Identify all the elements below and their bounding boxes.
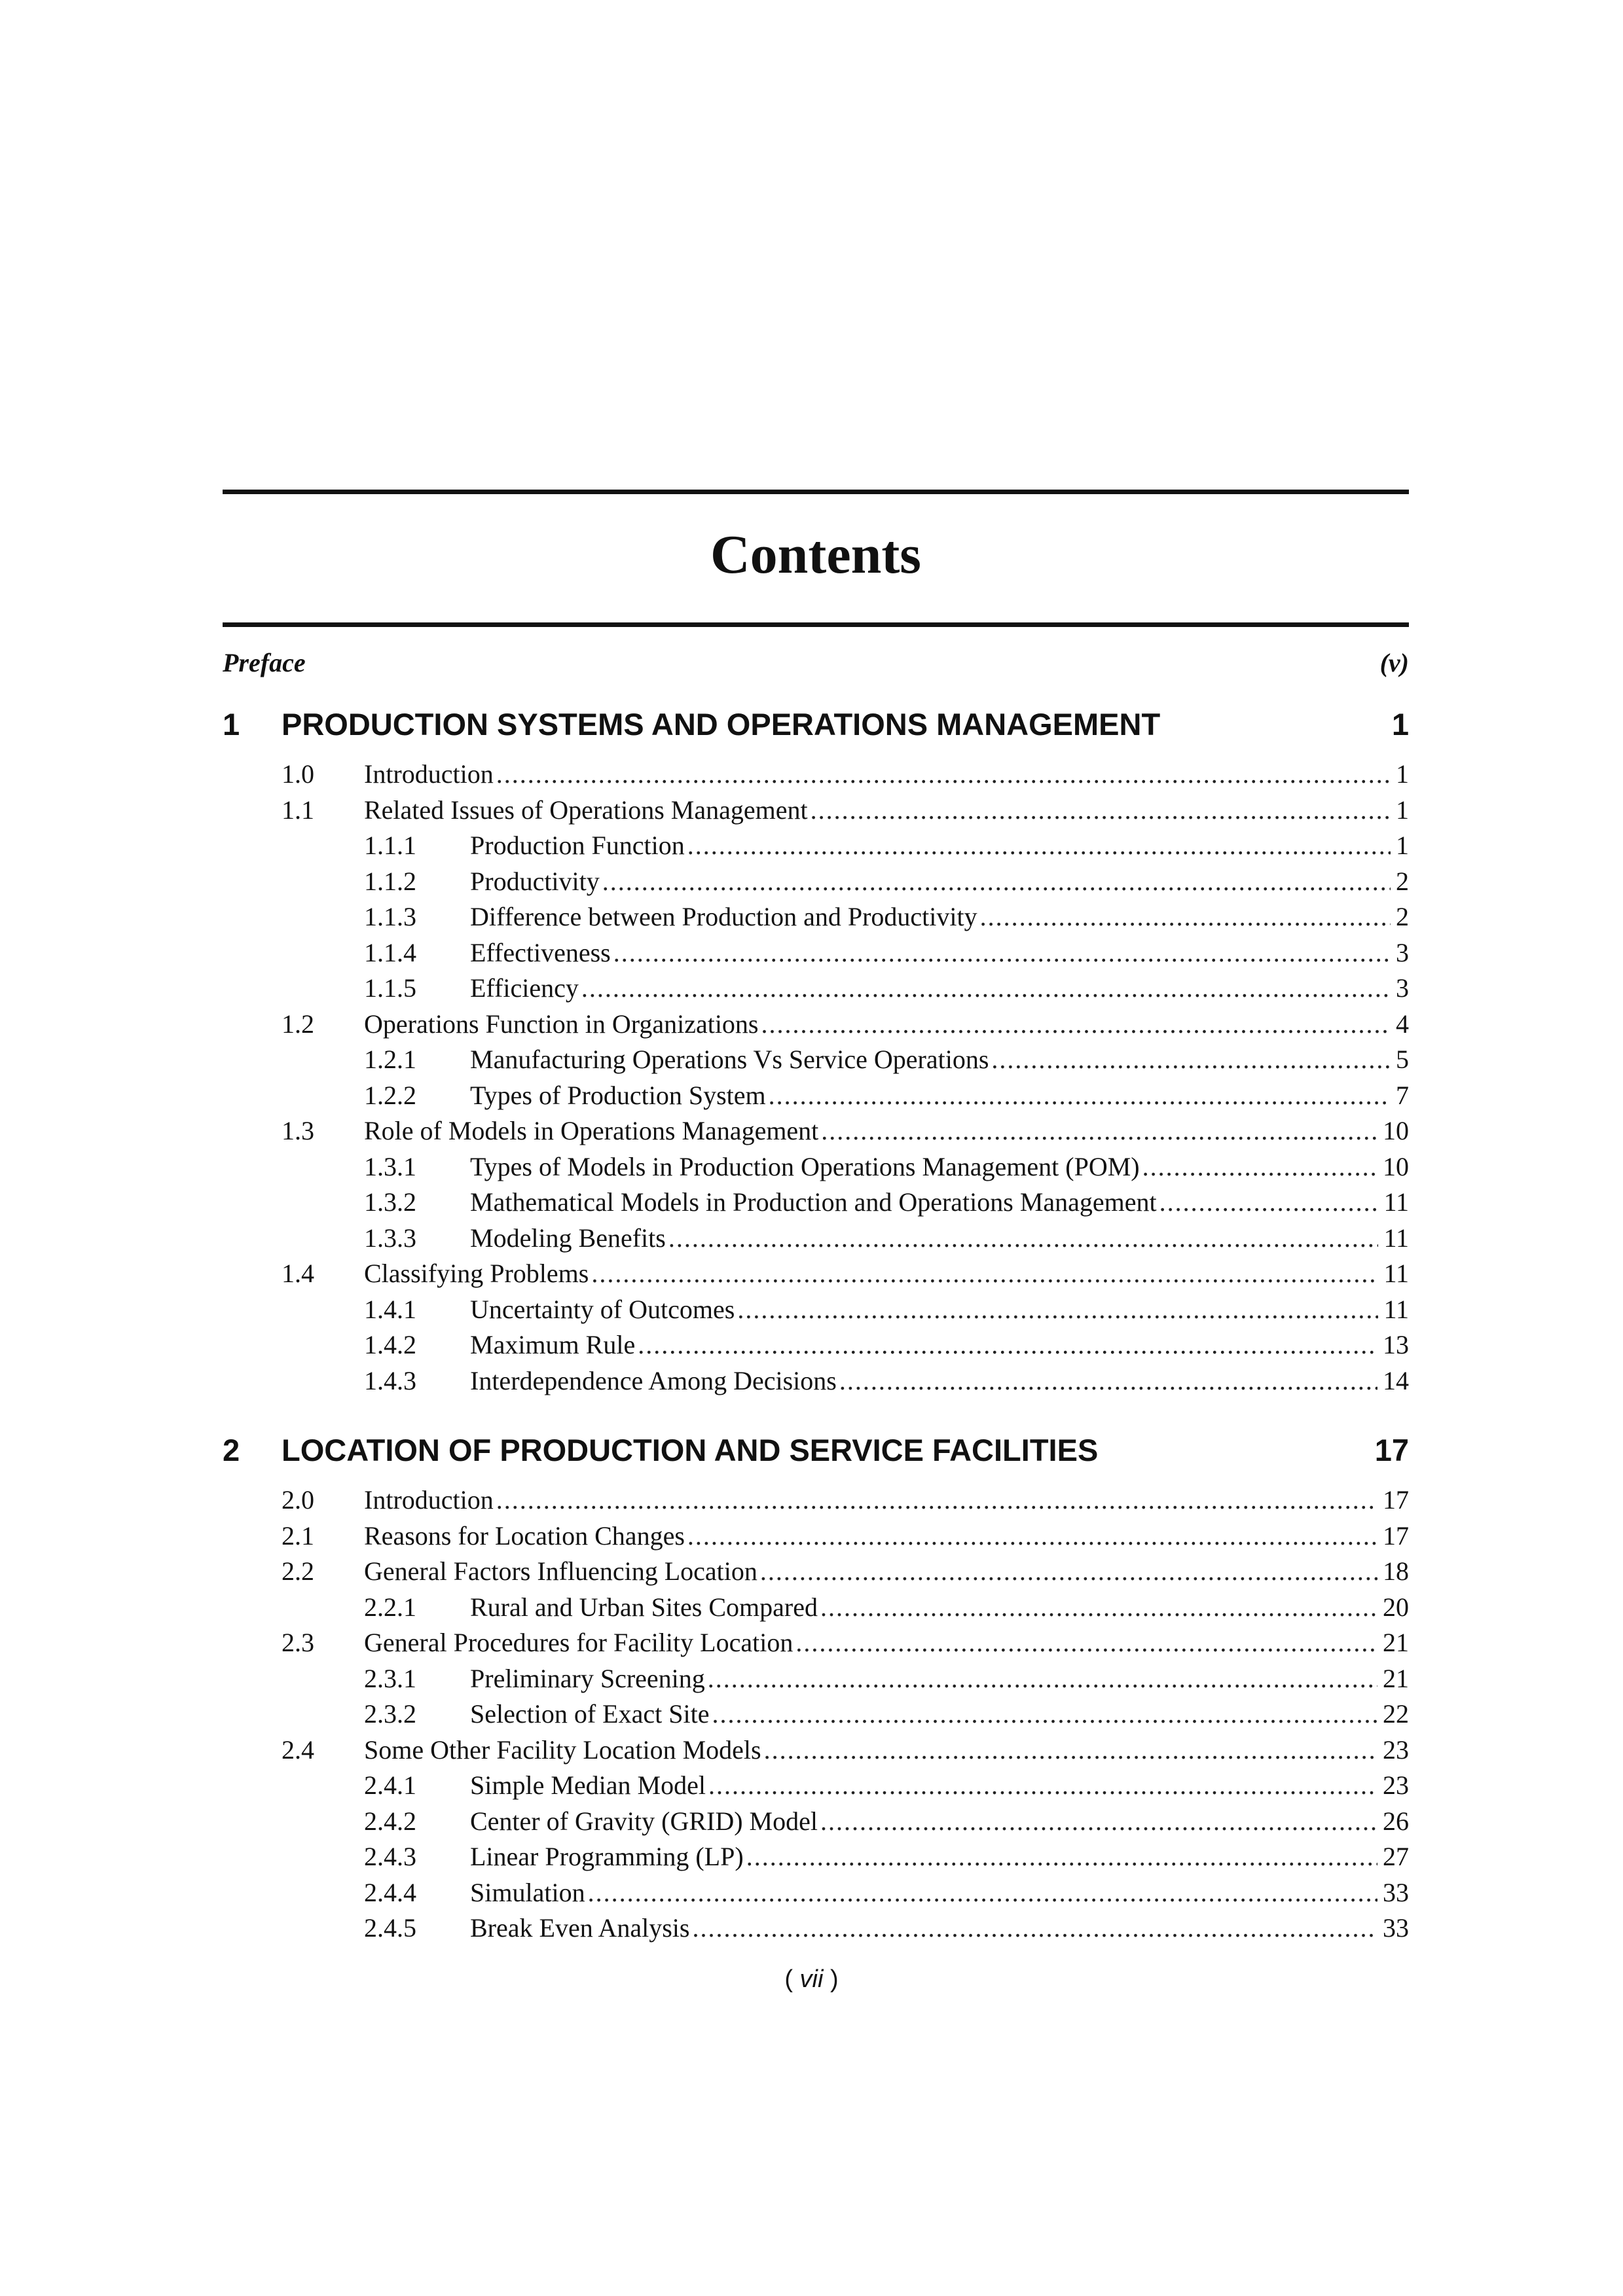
toc-entry-page: 11 xyxy=(1383,1294,1409,1324)
toc-entry-label: Maximum Rule xyxy=(470,1330,636,1359)
toc-entry[interactable] xyxy=(223,1804,1409,1840)
folio-open-paren: ( xyxy=(784,1965,800,1993)
dot-leader xyxy=(839,1363,1377,1399)
toc-entry-number: 1.1.4 xyxy=(364,937,416,967)
toc-entry-number: 1.1 xyxy=(282,795,314,825)
toc-entry-label: Classifying Problems xyxy=(364,1259,589,1288)
toc-entry-number: 2.3.1 xyxy=(364,1663,416,1693)
dot-leader xyxy=(737,1292,1378,1328)
chapter-title: PRODUCTION SYSTEMS AND OPERATIONS MANAGEMENT xyxy=(282,706,1161,742)
toc-entry-page: 27 xyxy=(1383,1842,1409,1871)
toc-entry[interactable] xyxy=(223,1839,1409,1875)
toc-entry-label: Simulation xyxy=(470,1877,585,1907)
toc-entry[interactable] xyxy=(223,757,1409,793)
dot-leader xyxy=(760,1554,1377,1590)
toc-entry-label: General Factors Influencing Location xyxy=(364,1556,757,1586)
toc-entry-page: 17 xyxy=(1383,1520,1409,1551)
toc-entry[interactable] xyxy=(223,1007,1409,1043)
toc-entry[interactable] xyxy=(223,935,1409,971)
toc-entry-page: 1 xyxy=(1396,759,1409,789)
chapter-number: 2 xyxy=(223,1432,240,1467)
chapter-page: 17 xyxy=(1374,1432,1409,1467)
toc-entry-number: 1.1.3 xyxy=(364,902,416,931)
toc-entry[interactable] xyxy=(223,1078,1409,1114)
toc-entry-label: General Procedures for Facility Location xyxy=(364,1628,793,1657)
dot-leader xyxy=(591,1256,1378,1292)
dot-leader xyxy=(687,1518,1377,1554)
toc-entry-number: 1.3.3 xyxy=(364,1223,416,1253)
toc-entry[interactable] xyxy=(223,1363,1409,1399)
toc-entry[interactable] xyxy=(223,1554,1409,1590)
toc-entry[interactable] xyxy=(223,1482,1409,1518)
toc-entry-number: 2.4.2 xyxy=(364,1806,416,1836)
toc-entry[interactable] xyxy=(223,1625,1409,1661)
chapter-title: LOCATION OF PRODUCTION AND SERVICE FACILITIES xyxy=(282,1432,1099,1467)
dot-leader xyxy=(1142,1149,1377,1185)
chapter-heading[interactable] xyxy=(223,699,1409,749)
toc-entry-page: 14 xyxy=(1383,1365,1409,1395)
toc-entry[interactable] xyxy=(223,899,1409,935)
toc-entry-page: 26 xyxy=(1383,1806,1409,1836)
toc-entry-label: Introduction xyxy=(364,1485,494,1515)
toc-entry-number: 1.3 xyxy=(282,1116,314,1145)
dot-leader xyxy=(602,864,1391,900)
toc-entry[interactable] xyxy=(223,1327,1409,1363)
toc-entry[interactable] xyxy=(223,1661,1409,1697)
toc-entry-page: 2 xyxy=(1396,902,1409,931)
toc-entry-number: 1.0 xyxy=(282,759,314,789)
chapter-entries xyxy=(223,757,1409,1399)
toc-entry-page: 21 xyxy=(1383,1628,1409,1657)
dot-leader xyxy=(820,1590,1377,1626)
dot-leader xyxy=(980,899,1391,935)
folio-close-paren: ) xyxy=(823,1965,839,1993)
title-underline-rule xyxy=(223,622,1409,627)
dot-leader xyxy=(668,1221,1379,1257)
toc-entry-page: 11 xyxy=(1383,1259,1409,1288)
toc-entry-page: 1 xyxy=(1396,831,1409,860)
toc-entry-number: 2.4.5 xyxy=(364,1913,416,1943)
toc-entry[interactable] xyxy=(223,1910,1409,1946)
toc-entry-label: Simple Median Model xyxy=(470,1770,706,1800)
toc-entry-number: 2.4.1 xyxy=(364,1770,416,1800)
toc-entry[interactable] xyxy=(223,1696,1409,1732)
toc-entry-page: 23 xyxy=(1383,1734,1409,1765)
toc-entry-label: Break Even Analysis xyxy=(470,1913,690,1943)
dot-leader xyxy=(795,1625,1377,1661)
toc-entry[interactable] xyxy=(223,1256,1409,1292)
contents-page xyxy=(223,490,1409,1946)
dot-leader xyxy=(496,757,1391,793)
chapter-entries xyxy=(223,1482,1409,1946)
dot-leader xyxy=(712,1696,1377,1732)
dot-leader xyxy=(638,1327,1377,1363)
dot-leader xyxy=(1159,1185,1379,1221)
toc-entry-label: Preliminary Screening xyxy=(470,1663,705,1693)
toc-entry-number: 1.4.3 xyxy=(364,1365,416,1395)
dot-leader xyxy=(761,1007,1391,1043)
toc-entry-number: 2.2.1 xyxy=(364,1592,416,1622)
top-rule xyxy=(223,490,1409,494)
toc-entry-number: 2.3 xyxy=(282,1628,314,1657)
dot-leader xyxy=(820,1804,1377,1840)
toc-entry-label: Rural and Urban Sites Compared xyxy=(470,1592,818,1622)
toc-entry-label: Efficiency xyxy=(470,973,579,1003)
dot-leader xyxy=(769,1078,1391,1114)
chapter-page: 1 xyxy=(1391,706,1409,742)
toc-entry-number: 1.2 xyxy=(282,1009,314,1039)
toc-entry-label: Related Issues of Operations Management xyxy=(364,795,808,825)
toc-entry-number: 1.1.1 xyxy=(364,831,416,860)
toc-entry-label: Manufacturing Operations Vs Service Operations xyxy=(470,1045,989,1074)
toc-entry-label: Role of Models in Operations Management xyxy=(364,1116,819,1145)
toc-entry-page: 1 xyxy=(1396,795,1409,825)
toc-entry[interactable] xyxy=(223,1875,1409,1911)
toc-entry-page: 4 xyxy=(1396,1009,1409,1039)
toc-entry-label: Types of Models in Production Operations Management (POM) xyxy=(470,1151,1140,1181)
toc-entry[interactable] xyxy=(223,1042,1409,1078)
dot-leader xyxy=(613,935,1391,971)
toc-entry-number: 1.4 xyxy=(282,1259,314,1288)
toc-entry-page: 7 xyxy=(1396,1080,1409,1110)
dot-leader xyxy=(588,1875,1377,1911)
preface-entry[interactable] xyxy=(223,643,1409,682)
page-title: Contents xyxy=(710,524,921,585)
toc-entry-number: 1.3.2 xyxy=(364,1187,416,1217)
toc-entry-page: 2 xyxy=(1396,866,1409,896)
toc-entry[interactable] xyxy=(223,1590,1409,1626)
toc-entry-page: 11 xyxy=(1383,1187,1409,1217)
toc-entry[interactable] xyxy=(223,1149,1409,1185)
toc-entry-number: 2.3.2 xyxy=(364,1699,416,1729)
toc-entry[interactable] xyxy=(223,971,1409,1007)
dot-leader xyxy=(821,1113,1377,1149)
toc-entry-number: 1.4.2 xyxy=(364,1330,416,1359)
toc-entry-page: 21 xyxy=(1383,1663,1409,1693)
dot-leader xyxy=(764,1732,1377,1768)
dot-leader xyxy=(496,1482,1377,1518)
chapter-heading[interactable] xyxy=(223,1425,1409,1475)
toc-entry[interactable] xyxy=(223,793,1409,829)
toc-entry-label: Selection of Exact Site xyxy=(470,1699,710,1729)
toc-entry-page: 3 xyxy=(1396,937,1409,967)
toc-entry-page: 33 xyxy=(1383,1877,1409,1907)
toc-entry-page: 33 xyxy=(1383,1913,1409,1943)
toc-entry[interactable] xyxy=(223,828,1409,864)
toc-entry-number: 2.4 xyxy=(282,1734,314,1765)
dot-leader xyxy=(693,1910,1378,1946)
preface-page: (v) xyxy=(1379,647,1409,677)
dot-leader xyxy=(708,1768,1377,1804)
toc-entry[interactable] xyxy=(223,1732,1409,1768)
toc-entry-page: 10 xyxy=(1383,1151,1409,1181)
dot-leader xyxy=(746,1839,1377,1875)
toc-entry[interactable] xyxy=(223,1185,1409,1221)
preface-label: Preface xyxy=(223,647,306,677)
toc-entry-number: 2.2 xyxy=(282,1556,314,1586)
toc-entry-number: 2.0 xyxy=(282,1485,314,1515)
toc-entry-page: 13 xyxy=(1383,1330,1409,1359)
toc-entry-page: 23 xyxy=(1383,1770,1409,1800)
toc-entry-label: Modeling Benefits xyxy=(470,1223,666,1253)
toc-entry-number: 1.1.5 xyxy=(364,973,416,1003)
toc-entry-label: Reasons for Location Changes xyxy=(364,1520,685,1551)
toc-entry-page: 17 xyxy=(1383,1485,1409,1515)
toc-entry-page: 11 xyxy=(1383,1223,1409,1253)
toc-entry-label: Uncertainty of Outcomes xyxy=(470,1294,735,1324)
dot-leader xyxy=(581,971,1391,1007)
dot-leader xyxy=(708,1661,1377,1697)
toc-entry-number: 1.2.2 xyxy=(364,1080,416,1110)
toc-entry-number: 1.1.2 xyxy=(364,866,416,896)
toc-entry-page: 18 xyxy=(1383,1556,1409,1586)
toc-entry[interactable] xyxy=(223,1221,1409,1257)
toc-entry-label: Effectiveness xyxy=(470,937,611,967)
toc-entry-label: Production Function xyxy=(470,831,685,860)
page-folio xyxy=(0,1965,1623,1994)
toc-entry-number: 1.4.1 xyxy=(364,1294,416,1324)
toc-entry-page: 22 xyxy=(1383,1699,1409,1729)
toc-entry[interactable] xyxy=(223,1768,1409,1804)
toc-entry[interactable] xyxy=(223,1113,1409,1149)
toc-entry-label: Operations Function in Organizations xyxy=(364,1009,759,1039)
toc-entry-page: 3 xyxy=(1396,973,1409,1003)
toc-entry-label: Introduction xyxy=(364,759,494,789)
toc-entry-number: 2.4.4 xyxy=(364,1877,416,1907)
toc-entry-label: Center of Gravity (GRID) Model xyxy=(470,1806,818,1836)
dot-leader xyxy=(991,1042,1391,1078)
toc-entry-label: Interdependence Among Decisions xyxy=(470,1365,837,1395)
toc-entry-label: Linear Programming (LP) xyxy=(470,1842,744,1871)
toc-entry-label: Some Other Facility Location Models xyxy=(364,1734,761,1765)
dot-leader xyxy=(687,828,1391,864)
toc-entry-label: Mathematical Models in Production and Operations Management xyxy=(470,1187,1157,1217)
toc-entry[interactable] xyxy=(223,1292,1409,1328)
toc-entry[interactable] xyxy=(223,1518,1409,1554)
toc-entry-page: 5 xyxy=(1396,1045,1409,1074)
toc-entry-page: 20 xyxy=(1383,1592,1409,1622)
toc-entry-number: 1.2.1 xyxy=(364,1045,416,1074)
toc-entry-label: Difference between Production and Productivity xyxy=(470,902,977,931)
toc-entry-label: Types of Production System xyxy=(470,1080,766,1110)
toc-entry-number: 1.3.1 xyxy=(364,1151,416,1181)
toc-entry[interactable] xyxy=(223,864,1409,900)
chapter-number: 1 xyxy=(223,706,240,742)
toc-entry-page: 10 xyxy=(1383,1116,1409,1145)
toc-entry-label: Productivity xyxy=(470,866,600,896)
toc-entry-number: 2.4.3 xyxy=(364,1842,416,1871)
dot-leader xyxy=(811,793,1391,829)
toc-entry-number: 2.1 xyxy=(282,1520,314,1551)
folio-number: vii xyxy=(799,1965,824,1993)
